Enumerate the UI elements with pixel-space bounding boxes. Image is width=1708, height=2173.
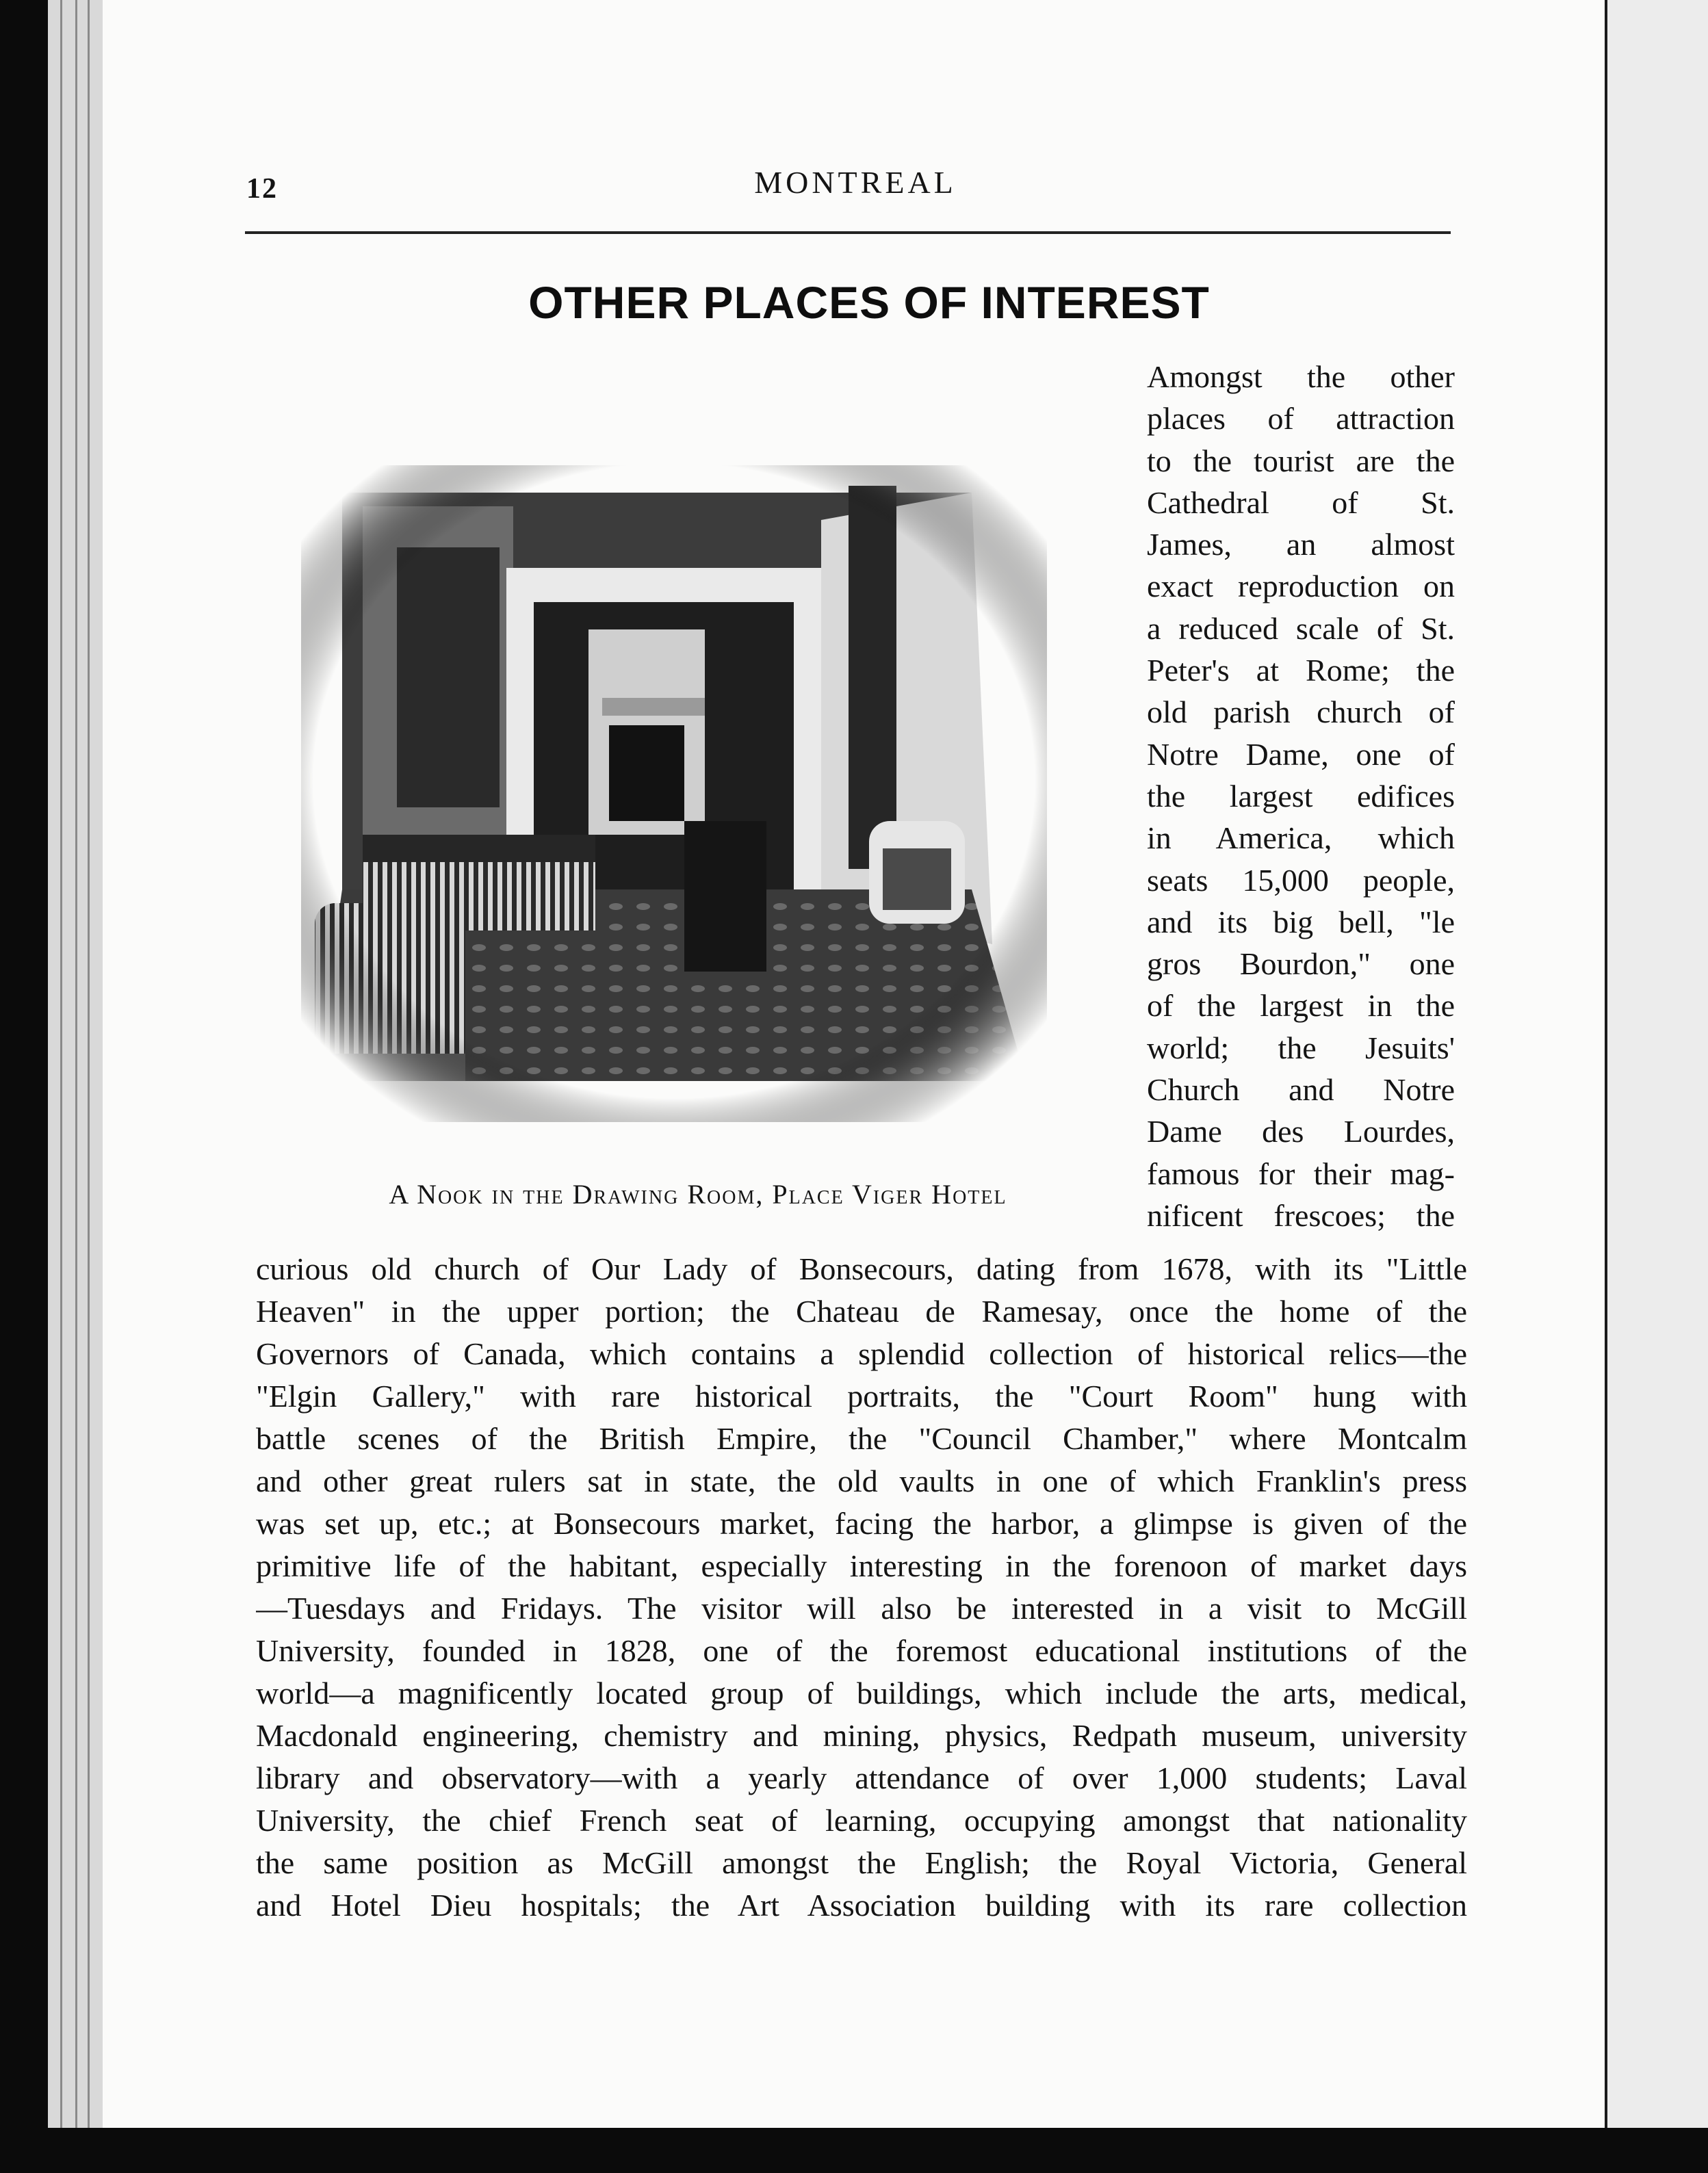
figure-caption: A Nook in the Drawing Room, Place Viger Hotel <box>389 1179 1007 1210</box>
text-line: University, the chief French seat of learning, occupying amongst that nationality <box>256 1803 1467 1838</box>
text-line: world; the Jesuits' <box>1147 1030 1455 1065</box>
text-line: —Tuesdays and Fridays. The visitor will also be interested in a visit to McGill <box>256 1591 1467 1626</box>
text-line: Governors of Canada, which contains a splendid collection of historical relics—the <box>256 1336 1467 1371</box>
text-line: old parish church of <box>1147 694 1455 730</box>
text-line: famous for their mag- <box>1147 1156 1455 1191</box>
drawing-room-photo <box>301 465 1047 1122</box>
scan-bottom-band <box>0 2128 1708 2173</box>
text-line: and other great rulers sat in state, the old vaults in one of which Franklin's press <box>256 1463 1467 1498</box>
facing-page-strip <box>1607 0 1708 2148</box>
body-text-full-width <box>256 1248 1467 1927</box>
text-line: world—a magnificently located group of buildings, which include the arts, medical, <box>256 1676 1467 1710</box>
text-line: Cathedral of St. <box>1147 484 1455 520</box>
text-line: primitive life of the habitant, especially interesting in the forenoon of market days <box>256 1548 1467 1583</box>
text-line: "Elgin Gallery," with rare historical portraits, the "Court Room" hung with <box>256 1379 1467 1414</box>
text-line: the same position as McGill amongst the English; the Royal Victoria, General <box>256 1845 1467 1880</box>
running-head: MONTREAL <box>754 165 957 200</box>
text-line: battle scenes of the British Empire, the "Council Chamber," where Montcalm <box>256 1421 1467 1456</box>
text-line: exact reproduction on <box>1147 569 1455 604</box>
text-line: nificent frescoes; the <box>1147 1197 1455 1233</box>
text-line: the largest edifices <box>1147 778 1455 814</box>
text-line: gros Bourdon," one <box>1147 946 1455 982</box>
text-line: Macdonald engineering, chemistry and mining, physics, Redpath museum, university <box>256 1718 1467 1753</box>
text-line: Notre Dame, one of <box>1147 736 1455 772</box>
text-line: places of attraction <box>1147 401 1455 437</box>
text-line: in America, which <box>1147 820 1455 856</box>
text-line: Heaven" in the upper portion; the Chateau de Ramesay, once the home of the <box>256 1294 1467 1329</box>
text-line: curious old church of Our Lady of Bonsecours, dating from 1678, with its "Little <box>256 1251 1467 1286</box>
text-line: of the largest in the <box>1147 988 1455 1024</box>
text-line: Amongst the other <box>1147 359 1455 394</box>
section-title: OTHER PLACES OF INTEREST <box>528 277 1210 328</box>
text-line: library and observatory—with a yearly attendance of over 1,000 students; Laval <box>256 1760 1467 1795</box>
text-line: a reduced scale of St. <box>1147 610 1455 646</box>
text-line: James, an almost <box>1147 527 1455 562</box>
text-line: and its big bell, "le <box>1147 904 1455 939</box>
page-number: 12 <box>246 173 278 205</box>
text-line: was set up, etc.; at Bonsecours market, facing the harbor, a glimpse is given of the <box>256 1506 1467 1541</box>
text-line: and Hotel Dieu hospitals; the Art Association building with its rare collection <box>256 1888 1467 1923</box>
header-rule <box>245 231 1451 234</box>
text-line: to the tourist are the <box>1147 443 1455 478</box>
page-edge-line <box>88 0 90 2131</box>
text-line: seats 15,000 people, <box>1147 862 1455 898</box>
body-text-column <box>1147 356 1455 1236</box>
text-line: University, founded in 1828, one of the foremost educational institutions of the <box>256 1633 1467 1668</box>
page-edge-line <box>60 0 62 2128</box>
text-line: Church and Notre <box>1147 1072 1455 1108</box>
text-line: Dame des Lourdes, <box>1147 1114 1455 1149</box>
text-line: Peter's at Rome; the <box>1147 653 1455 688</box>
page-edge-line <box>75 0 77 2129</box>
